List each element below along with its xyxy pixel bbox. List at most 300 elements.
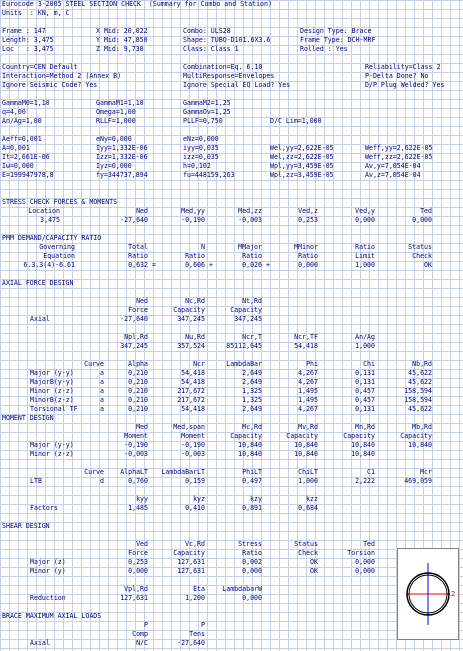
stress-header-cell: Ved,y (355, 207, 375, 215)
curve-header-cell: Alpha (128, 360, 148, 368)
shear-minor-cell: OK (310, 567, 318, 575)
stress-values-cell: 3,475 (40, 216, 60, 224)
units-line (0, 9, 463, 18)
it-line-cell: Wel,zz=2,622E-05 (270, 153, 334, 161)
factors-header-cell: kzy (250, 495, 262, 503)
curve-minor-zz-cell: Minor (z-z) (30, 387, 74, 395)
curve-major-yy-cell: 0,131 (355, 369, 375, 377)
moment-header-1-cell: Med,span (173, 423, 205, 431)
ltb-header-cell: Curve (84, 468, 104, 476)
gamma-line-cell: GammaM2=1,25 (183, 99, 231, 107)
ltb-values-cell: 0,159 (185, 477, 205, 485)
shear-major-cell: 0,002 (242, 558, 262, 566)
curve-major-yy-cell: Major (y-y) (30, 369, 74, 377)
curve-header (0, 360, 463, 369)
reduction-values-cell: Reduction (30, 594, 66, 602)
section-shape-icon (397, 548, 459, 640)
loc-line-cell: Z Mid: 9,730 (96, 45, 144, 53)
shear-minor-cell: 0,000 (128, 567, 148, 575)
moment-major-cell: 10,840 (294, 441, 318, 449)
stress-header-cell: Ned (136, 207, 148, 215)
curve-minor-zz-cell: 0,457 (355, 387, 375, 395)
seismic-line-cell: Ignore Special EQ Load? Yes (183, 81, 291, 89)
shear-header-2-cell: Ratio (242, 549, 262, 557)
brace-header-1-cell: P (201, 621, 205, 629)
moment-heading (0, 414, 463, 423)
loc-line (0, 45, 463, 54)
curve-major-b-cell: 4,267 (298, 378, 318, 386)
seismic-line-cell: D/P Plug Welded? Yes (365, 81, 445, 89)
brace-values-cell: N/C (136, 639, 148, 647)
shear-header-1-cell: Ted (363, 540, 375, 548)
npl-header-cell: Ncr,TF (294, 333, 318, 341)
iw-line-cell: Iw=0,000 (2, 162, 34, 170)
axial-values-cell: Axial (30, 315, 50, 323)
moment-minor (0, 450, 463, 459)
moment-header-2-cell: Moment (181, 432, 205, 440)
ltb-header (0, 468, 463, 477)
stress-values-cell: 0,000 (355, 216, 375, 224)
curve-minor-b-cell: 1,495 (298, 396, 318, 404)
pmm-header-1-cell: Total (128, 243, 148, 251)
pmm-header-1-cell: N (201, 243, 205, 251)
gamma-line (0, 99, 463, 108)
shear-header-2-cell: Capacity (173, 549, 205, 557)
stress-header (0, 207, 463, 216)
curve-major-yy-cell: a (100, 369, 104, 377)
q-line-cell: Omega=1,00 (96, 108, 136, 116)
loc-line-cell: Class: Class 1 (183, 45, 239, 53)
stress-header-cell: Ted (420, 207, 432, 215)
interaction-line-cell: P-Delta Done? No (365, 72, 429, 80)
pmm-header-2-cell: Equation (43, 252, 75, 260)
length-line (0, 36, 463, 45)
shear-major (0, 558, 463, 567)
blank (0, 189, 463, 198)
aeff-line-cell: eNy=0,000 (96, 135, 132, 143)
iw-line-cell: Av,y=7,054E-04 (365, 162, 421, 170)
blank (0, 324, 463, 333)
npl-values-cell: 357,524 (177, 342, 205, 350)
shear-header-1-cell: Status (294, 540, 318, 548)
units-line-cell: Units : KN, m, C (2, 9, 70, 17)
shear-minor-cell: 0,000 (355, 567, 375, 575)
an-ag-line (0, 117, 463, 126)
shear-heading (0, 522, 463, 531)
stress-values (0, 216, 463, 225)
it-line-cell: Izz=1,332E-06 (96, 153, 148, 161)
curve-torsional-cell: 45,622 (408, 405, 432, 413)
axial-header-1-cell: Nt,Rd (242, 297, 262, 305)
blank (0, 486, 463, 495)
blank (0, 351, 463, 360)
moment-header-1-cell: Mb,Rd (412, 423, 432, 431)
loc-line-cell: Rolled : Yes (300, 45, 348, 53)
e-line-cell: Wpl,zz=3,459E-05 (270, 171, 334, 179)
shear-major-cell: 127,631 (177, 558, 205, 566)
curve-minor-zz-cell: 0,210 (128, 387, 148, 395)
stress-header-cell: Med,zz (238, 207, 262, 215)
curve-major-yy-cell: 4,267 (298, 369, 318, 377)
tube-section-svg (398, 549, 458, 639)
pmm-values-cell: 0,026 (242, 261, 262, 269)
report-title (0, 0, 463, 9)
ltb-values-cell: 469,059 (404, 477, 432, 485)
pmm-header-1-cell: MMinor (294, 243, 318, 251)
npl-values (0, 342, 463, 351)
curve-header-cell: LambdaBar (226, 360, 262, 368)
interaction-line (0, 72, 463, 81)
pmm-header-2-cell: Ratio (128, 252, 148, 260)
an-ag-line-cell: RLLF=1,000 (96, 117, 136, 125)
axial-heading-cell: AXIAL FORCE DESIGN (2, 279, 74, 287)
blank (0, 459, 463, 468)
pmm-header-2-cell: Limit (355, 252, 375, 260)
reduction-values-cell: 127,631 (120, 594, 148, 602)
axial-heading (0, 279, 463, 288)
curve-header-cell: Curve (84, 360, 104, 368)
curve-minor-b-cell: 0,457 (355, 396, 375, 404)
country-line (0, 63, 463, 72)
curve-torsional (0, 405, 463, 414)
shear-minor-cell: Minor (y) (30, 567, 66, 575)
ltb-header-cell: AlphaLT (120, 468, 148, 476)
frame-line (0, 27, 463, 36)
reduction-values-cell: 0,000 (242, 594, 262, 602)
pmm-values-cell: 0,606 (185, 261, 205, 269)
moment-header-2-cell: Capacity (286, 432, 318, 440)
ltb-header-cell: C1 (367, 468, 375, 476)
curve-major-yy (0, 369, 463, 378)
npl-header-cell: An/Ag (355, 333, 375, 341)
curve-minor-zz (0, 387, 463, 396)
shear-major-cell: OK (310, 558, 318, 566)
axial-header-2-cell: Capacity (230, 306, 262, 314)
ltb-values-cell: 0,760 (128, 477, 148, 485)
axial-header-2-cell: Capacity (173, 306, 205, 314)
brace-header-1 (0, 621, 463, 630)
stress-values-cell: -0,003 (238, 216, 262, 224)
frame-line-cell: X Mid: 20,022 (96, 27, 148, 35)
ltb-values-cell: LTB (30, 477, 42, 485)
seismic-line-cell: Ignore Seismic Code? Yes (2, 81, 98, 89)
moment-minor-cell: -0,003 (181, 450, 205, 458)
length-line-cell: Frame Type: DCH-MRF (300, 36, 376, 44)
stress-header-cell: Med,yy (181, 207, 205, 215)
pmm-heading-cell: PMM DEMAND/CAPACITY RATIO (2, 234, 102, 242)
pmm-values-cell: OK (424, 261, 432, 269)
pmm-values-cell: 6.3.3(4)-6.61 (23, 261, 75, 269)
curve-major-b-cell: 45,622 (408, 378, 432, 386)
moment-minor-cell: -0,003 (124, 450, 148, 458)
shear-heading-cell: SHEAR DESIGN (2, 522, 50, 530)
pmm-values-cell: 0,000 (298, 261, 318, 269)
moment-header-1-cell: Mc,Rd (242, 423, 262, 431)
curve-minor-b-cell: 217,672 (177, 396, 205, 404)
moment-minor-cell: 10,840 (351, 450, 375, 458)
moment-major (0, 441, 463, 450)
q-line-cell: GammaOv=1,25 (183, 108, 231, 116)
curve-minor-b (0, 396, 463, 405)
a-line-cell: iyy=0,035 (183, 144, 219, 152)
pmm-header-2-cell: Ratio (185, 252, 205, 260)
brace-heading (0, 612, 463, 621)
shear-header-1-cell: Vc,Rd (185, 540, 205, 548)
blank (0, 270, 463, 279)
blank (0, 603, 463, 612)
moment-header-1 (0, 423, 463, 432)
reduction-values-cell: 1,200 (185, 594, 205, 602)
axial-header-2 (0, 306, 463, 315)
moment-header-2-cell: Capacity (400, 432, 432, 440)
npl-values-cell: 85112,645 (226, 342, 262, 350)
blank (0, 513, 463, 522)
curve-major-yy-cell: 2,649 (242, 369, 262, 377)
reduction-header-cell: Vpl,Rd (124, 585, 148, 593)
shear-major-cell: Major (z) (30, 558, 66, 566)
blank (0, 531, 463, 540)
stress-values-cell: -27,640 (120, 216, 148, 224)
curve-major-yy-cell: 0,210 (128, 369, 148, 377)
reduction-header (0, 585, 463, 594)
factors-header (0, 495, 463, 504)
curve-minor-b-cell: MinorB(z-z) (30, 396, 74, 404)
brace-values-cell: Axial (30, 639, 50, 647)
q-line (0, 108, 463, 117)
stress-values-cell: -0,190 (181, 216, 205, 224)
moment-minor-cell: Minor (z-z) (30, 450, 74, 458)
curve-major-b-cell: a (100, 378, 104, 386)
axial-values (0, 315, 463, 324)
moment-header-2-cell: Moment (124, 432, 148, 440)
moment-major-cell: 10,840 (351, 441, 375, 449)
pmm-header-1-cell: Ratio (355, 243, 375, 251)
factors-values-cell: 0,684 (298, 504, 318, 512)
curve-torsional-cell: 54,418 (181, 405, 205, 413)
loc-line-cell: Loc : 3,475 (2, 45, 54, 53)
factors-values-cell: 0,410 (185, 504, 205, 512)
shear-header-1 (0, 540, 463, 549)
moment-header-2-cell: Capacity (343, 432, 375, 440)
brace-header-1-cell: P (144, 621, 148, 629)
curve-minor-zz-cell: 158,594 (404, 387, 432, 395)
ltb-values-cell: 0,497 (242, 477, 262, 485)
blank (0, 18, 463, 27)
pmm-values-cell: = (152, 261, 156, 269)
ltb-values-cell: 2,222 (355, 477, 375, 485)
moment-major-cell: -0,190 (181, 441, 205, 449)
curve-minor-zz-cell: 217,672 (177, 387, 205, 395)
a-line (0, 144, 463, 153)
npl-header-cell: Nu,Rd (185, 333, 205, 341)
blank (0, 54, 463, 63)
q-line-cell: q=4,00 (2, 108, 26, 116)
curve-minor-zz-cell: 1,495 (298, 387, 318, 395)
moment-header-2-cell: Capacity (230, 432, 262, 440)
ltb-header-cell: Mcr (420, 468, 432, 476)
country-line-cell: Country=CEN Default (2, 63, 78, 71)
brace-values-cell: -27,640 (177, 639, 205, 647)
moment-major-cell: Major (y-y) (30, 441, 74, 449)
curve-header-cell: Nb,Rd (412, 360, 432, 368)
pmm-header-2-cell: Ratio (242, 252, 262, 260)
a-line-cell: Weff,yy=2,622E-05 (365, 144, 433, 152)
axial-header-1-cell: Nc,Rd (185, 297, 205, 305)
e-line-cell: Av,z=7,054E-04 (365, 171, 421, 179)
blank (0, 288, 463, 297)
factors-header-cell: kyy (136, 495, 148, 503)
ltb-header-cell: PhiLT (242, 468, 262, 476)
curve-minor-b-cell: 158,594 (404, 396, 432, 404)
aeff-line-cell: Aeff=0,001 (2, 135, 42, 143)
curve-minor-zz-cell: 1,325 (242, 387, 262, 395)
factors-values-cell: 0,891 (242, 504, 262, 512)
blank (0, 180, 463, 189)
factors-values-cell: Factors (30, 504, 58, 512)
curve-torsional-cell: Torsional TF (30, 405, 78, 413)
stress-heading (0, 198, 463, 207)
pmm-values-cell: + (266, 261, 270, 269)
curve-major-b (0, 378, 463, 387)
shear-major-cell: 0,253 (128, 558, 148, 566)
ltb-values-cell: 1,000 (298, 477, 318, 485)
axial-header-1-cell: Ned (136, 297, 148, 305)
moment-minor-cell: 10,840 (294, 450, 318, 458)
e-line-cell: E=199947978,8 (2, 171, 54, 179)
frame-line-cell: Frame : 147 (2, 27, 46, 35)
interaction-line-cell: MultiResponse=Envelopes (183, 72, 275, 80)
brace-heading-cell: BRACE MAXIMUM AXIAL LOADS (2, 612, 102, 620)
moment-header-1-cell: Mv,Rd (298, 423, 318, 431)
axial-values-cell: 347,245 (234, 315, 262, 323)
blank (0, 576, 463, 585)
factors-values-cell: 1,485 (128, 504, 148, 512)
pmm-header-1-cell: MMajor (238, 243, 262, 251)
brace-header-2-cell: Comp (132, 630, 148, 638)
axial-values-cell: -27,640 (120, 315, 148, 323)
ltb-values-cell: d (100, 477, 104, 485)
length-line-cell: Shape: TUBO-D101.6X3.6 (183, 36, 271, 44)
curve-torsional-cell: a (100, 405, 104, 413)
iw-line-cell: h=0,102 (183, 162, 211, 170)
frame-line-cell: Combo: ULS28 (183, 27, 231, 35)
pmm-values-cell: 1,000 (355, 261, 375, 269)
interaction-line-cell: Interaction=Method 2 (Annex B) (2, 72, 122, 80)
npl-values-cell: 1,000 (355, 342, 375, 350)
e-line-cell: fu=448159,263 (183, 171, 235, 179)
ltb-header-cell: ChiLT (298, 468, 318, 476)
report-title-cell: Eurocode 3-2005 STEEL SECTION CHECK (Summary for Combo and Station) (2, 0, 272, 8)
curve-header-cell: Chi (363, 360, 375, 368)
axial-values-cell: 347,245 (177, 315, 205, 323)
npl-values-cell: 54,418 (294, 342, 318, 350)
brace-values (0, 639, 463, 648)
axial-header-2-cell: Force (128, 306, 148, 314)
npl-values-cell: 347,245 (120, 342, 148, 350)
moment-header-1-cell: Mn,Rd (355, 423, 375, 431)
shear-header-1-cell: Stress (238, 540, 262, 548)
length-line-cell: Length: 3,475 (2, 36, 54, 44)
pmm-values-cell: + (209, 261, 213, 269)
pmm-header-2-cell: Ratio (298, 252, 318, 260)
length-line-cell: Y Mid: 47,850 (96, 36, 148, 44)
iw-line-cell: Wpl,yy=3,459E-05 (270, 162, 334, 170)
pmm-heading (0, 234, 463, 243)
iw-line (0, 162, 463, 171)
pmm-values (0, 261, 463, 270)
it-line-cell: Weff,zz=2,622E-05 (365, 153, 433, 161)
an-ag-line-cell: An/Ag=1,00 (2, 117, 42, 125)
stress-header-cell: Ved,z (298, 207, 318, 215)
axial-header-1 (0, 297, 463, 306)
ltb-header-cell: LambdaBarLT (161, 468, 205, 476)
curve-minor-zz-cell: a (100, 387, 104, 395)
blank (0, 90, 463, 99)
curve-major-yy-cell: 54,418 (181, 369, 205, 377)
factors-values (0, 504, 463, 513)
curve-torsional-cell: 2,649 (242, 405, 262, 413)
a-line-cell: Iyy=1,332E-06 (96, 144, 148, 152)
moment-header-2 (0, 432, 463, 441)
shear-major-cell: 0,000 (355, 558, 375, 566)
stress-heading-cell: STRESS CHECK FORCES & MOMENTS (2, 198, 118, 206)
aeff-line-cell: eNz=0,000 (183, 135, 219, 143)
pmm-header-1-cell: Governing (39, 243, 75, 251)
ltb-values (0, 477, 463, 486)
curve-minor-b-cell: a (100, 396, 104, 404)
curve-major-b-cell: 54,418 (181, 378, 205, 386)
it-line (0, 153, 463, 162)
shear-header-2-cell: Torsion (347, 549, 375, 557)
factors-header-cell: kyz (193, 495, 205, 503)
a-line-cell: A=0,001 (2, 144, 30, 152)
gamma-line-cell: GammaM1=1,10 (96, 99, 144, 107)
moment-major-cell: -0,190 (124, 441, 148, 449)
country-line-cell: Combination=Eq. 6.10 (183, 63, 263, 71)
e-line (0, 171, 463, 180)
curve-major-b-cell: 0,131 (355, 378, 375, 386)
country-line-cell: Reliability=Class 2 (365, 63, 441, 71)
pmm-header-2-cell: Check (412, 252, 432, 260)
curve-header-cell: Ncr (193, 360, 205, 368)
shear-header-2 (0, 549, 463, 558)
factors-header-cell: kzz (306, 495, 318, 503)
curve-torsional-cell: 4,267 (298, 405, 318, 413)
npl-header-cell: Npl,Rd (124, 333, 148, 341)
stress-values-cell: 0,253 (298, 216, 318, 224)
frame-line-cell: Design Type: Brace (300, 27, 372, 35)
axis-label-2: 2 (451, 590, 456, 598)
pmm-header-1 (0, 243, 463, 252)
pmm-values-cell: 0,632 (128, 261, 148, 269)
reduction-header-cell: Eta (193, 585, 205, 593)
moment-header-1-cell: Med (136, 423, 148, 431)
a-line-cell: Wel,yy=2,622E-05 (270, 144, 334, 152)
reduction-values (0, 594, 463, 603)
brace-header-2-cell: Tens (189, 630, 205, 638)
shear-header-2-cell: Force (128, 549, 148, 557)
curve-torsional-cell: 0,210 (128, 405, 148, 413)
moment-minor-cell: 10,840 (238, 450, 262, 458)
gamma-line-cell: GammaM0=1,10 (2, 99, 50, 107)
e-line-cell: fy=344737,894 (96, 171, 148, 179)
pmm-header-2 (0, 252, 463, 261)
shear-header-2-cell: Check (298, 549, 318, 557)
moment-major-cell: 10,840 (238, 441, 262, 449)
shear-header-1-cell: Ved (136, 540, 148, 548)
curve-major-b-cell: 0,210 (128, 378, 148, 386)
iw-line-cell: Iyz=0,000 (96, 162, 132, 170)
